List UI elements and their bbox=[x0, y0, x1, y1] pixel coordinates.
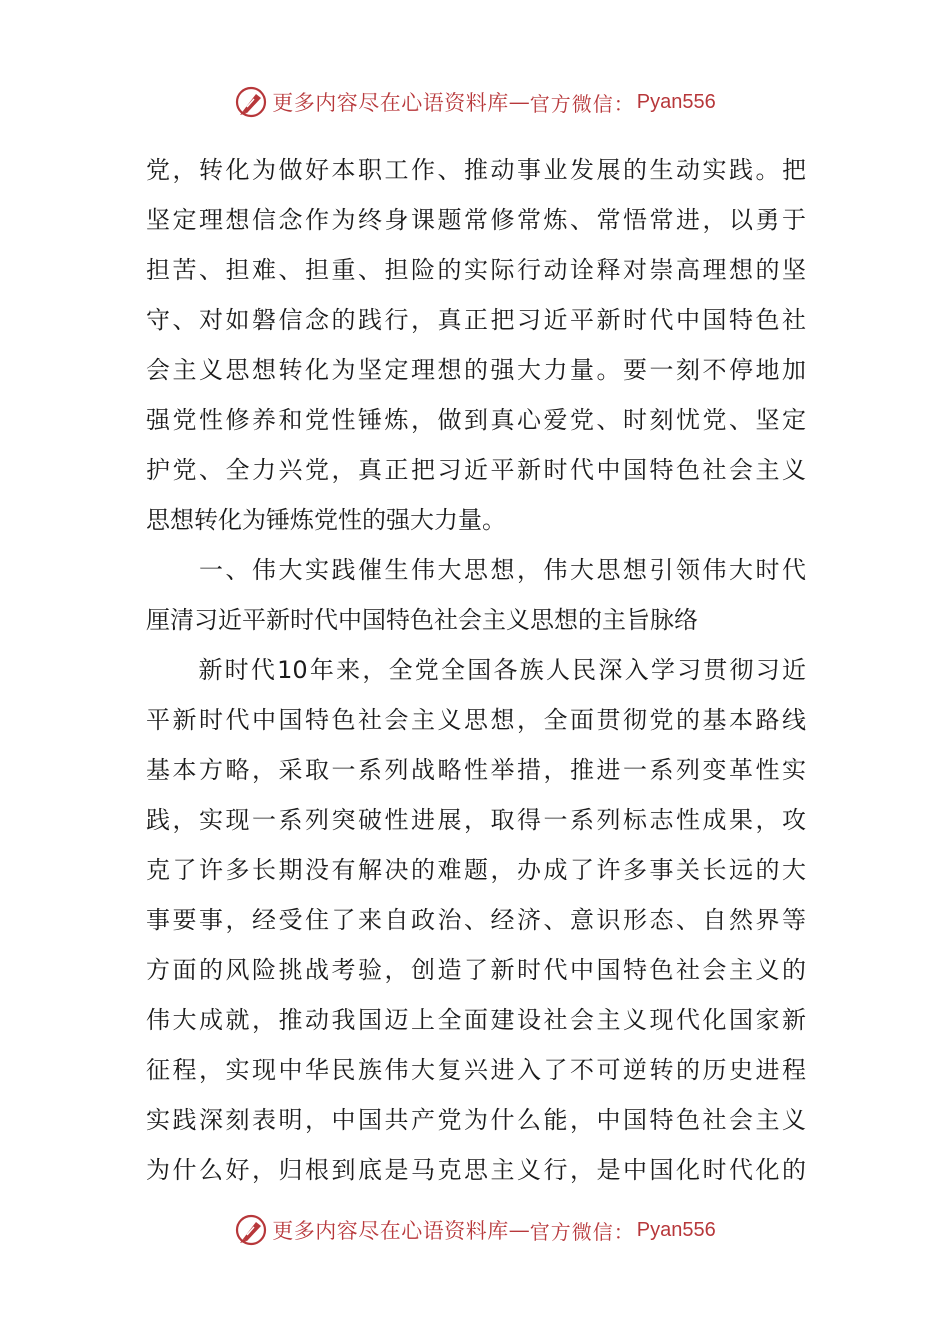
text-line: 担苦、担难、担重、担险的实际行动诠释对崇高理想的坚 bbox=[146, 256, 806, 284]
text-line: 党，转化为做好本职工作、推动事业发展的生动实践。把 bbox=[146, 156, 806, 184]
document-body bbox=[146, 145, 806, 1195]
header-separator: — bbox=[508, 90, 530, 114]
text-line: 会主义思想转化为坚定理想的强大力量。要一刻不停地加 bbox=[146, 356, 806, 384]
text-line: 践，实现一系列突破性进展，取得一系列标志性成果，攻 bbox=[146, 806, 806, 834]
text-line: 方面的风险挑战考验，创造了新时代中国特色社会主义的 bbox=[146, 956, 806, 984]
footer-wechat-label: 官方微信： bbox=[529, 1219, 635, 1244]
header-watermark-banner bbox=[0, 80, 950, 124]
footer-site-text: 更多内容尽在心语资料库 bbox=[272, 1219, 509, 1243]
text-line: 强党性修养和党性锤炼，做到真心爱党、时刻忧党、坚定 bbox=[146, 406, 806, 434]
text-line: 基本方略，采取一系列战略性举措，推进一系列变革性实 bbox=[146, 756, 806, 784]
section-heading-line: 一、伟大实践催生伟大思想，伟大思想引领伟大时代 bbox=[146, 556, 806, 584]
text-line: 为什么好，归根到底是马克思主义行，是中国化时代化的 bbox=[146, 1156, 806, 1184]
section-heading-line: 厘清习近平新时代中国特色社会主义思想的主旨脉络 bbox=[146, 606, 698, 634]
text-line: 思想转化为锤炼党性的强大力量。 bbox=[146, 506, 506, 534]
text-line: 克了许多长期没有解决的难题，办成了许多事关长远的大 bbox=[146, 856, 806, 884]
header-wechat-label: 官方微信： bbox=[529, 91, 635, 116]
text-line: 坚定理想信念作为终身课题常修常炼、常悟常进，以勇于 bbox=[146, 206, 806, 234]
header-wechat-handle: Pyan556 bbox=[636, 90, 716, 113]
text-line: 征程，实现中华民族伟大复兴进入了不可逆转的历史进程 bbox=[146, 1056, 806, 1084]
text-line: 守、对如磐信念的践行，真正把习近平新时代中国特色社 bbox=[146, 306, 806, 334]
text-line: 事要事，经受住了来自政治、经济、意识形态、自然界等 bbox=[146, 906, 806, 934]
text-line: 伟大成就，推动我国迈上全面建设社会主义现代化国家新 bbox=[146, 1006, 806, 1034]
footer-wechat-handle: Pyan556 bbox=[636, 1218, 716, 1241]
pen-nib-icon bbox=[234, 1213, 268, 1247]
pen-nib-icon bbox=[234, 85, 268, 119]
text-line: 实践深刻表明，中国共产党为什么能，中国特色社会主义 bbox=[146, 1106, 806, 1134]
text-line: 新时代10年来，全党全国各族人民深入学习贯彻习近 bbox=[146, 656, 806, 684]
footer-separator: — bbox=[508, 1218, 530, 1242]
text-line: 护党、全力兴党，真正把习近平新时代中国特色社会主义 bbox=[146, 456, 806, 484]
text-line: 平新时代中国特色社会主义思想，全面贯彻党的基本路线 bbox=[146, 706, 806, 734]
footer-watermark-banner bbox=[0, 1208, 950, 1252]
header-site-text: 更多内容尽在心语资料库 bbox=[272, 91, 509, 115]
